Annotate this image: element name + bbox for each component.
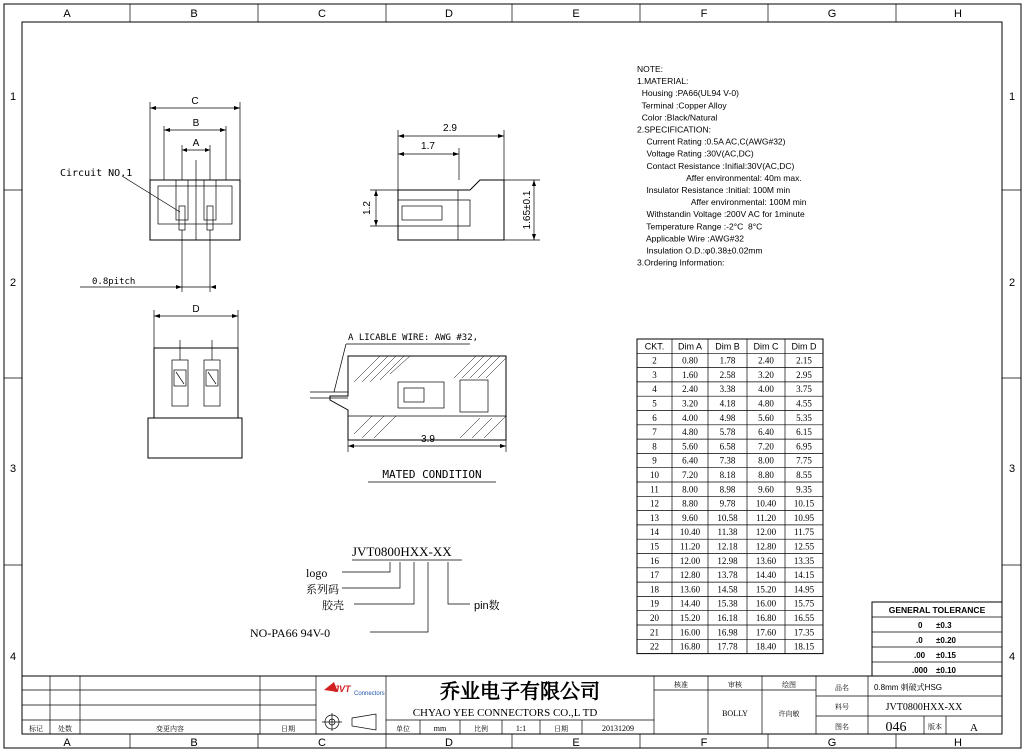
table-cell: 8.18 <box>719 470 736 480</box>
table-header: Dim D <box>791 341 817 352</box>
dim-c-label: C <box>191 96 199 107</box>
note-line: Current Rating :0.5A AC,C(AWG#32) <box>637 136 786 147</box>
table-cell: 16 <box>650 555 659 566</box>
table-cell: 2.58 <box>719 369 736 380</box>
table-cell: 14.40 <box>679 598 701 609</box>
row-label-left: 2 <box>9 277 17 289</box>
table-cell: 8.00 <box>682 484 698 495</box>
table-cell: 4.80 <box>758 398 774 409</box>
col-label-bottom: C <box>318 737 326 749</box>
col-label-bottom: B <box>190 737 198 749</box>
table-cell: 10.58 <box>717 512 738 523</box>
note-line: Terminal :Copper Alloy <box>637 100 727 111</box>
table-cell: 4.00 <box>682 412 698 423</box>
rev-label: 版本 <box>928 724 942 731</box>
dim-29-label: 2.9 <box>443 123 457 134</box>
projection-symbol <box>322 713 376 731</box>
review-label: 审核 <box>728 682 742 689</box>
table-cell: 11.75 <box>794 527 814 538</box>
table-cell: 15.38 <box>717 598 738 609</box>
table-cell: 5 <box>652 398 657 409</box>
table-cell: 18.15 <box>793 641 815 652</box>
table-cell: 10.95 <box>793 512 815 523</box>
brand-logo <box>324 682 385 697</box>
note-line: Voltage Rating :30V(AC,DC) <box>637 148 754 159</box>
table-cell: 4 <box>652 384 657 395</box>
product-name: 0.8mm 刺破式HSG <box>874 683 943 692</box>
row-label-left: 4 <box>9 651 17 663</box>
table-cell: 6 <box>652 412 657 423</box>
note-line: Color :Black/Natural <box>637 112 718 123</box>
table-cell: 13 <box>650 512 659 523</box>
note-line: Insulator Resistance :Initial: 100M min <box>637 185 791 195</box>
table-cell: 12.80 <box>755 541 777 552</box>
table-cell: 2.40 <box>682 384 698 395</box>
table-cell: 8.80 <box>682 498 698 509</box>
col-label-bottom: F <box>700 737 708 749</box>
table-cell: 5.60 <box>682 441 698 452</box>
part-number: JVT0800HXX-XX <box>352 544 452 559</box>
col-label-top: B <box>190 8 198 20</box>
drawdate-label: 日期 <box>554 726 568 733</box>
table-cell: 11.20 <box>680 541 700 552</box>
rev-mark-label: 标记 <box>29 726 43 733</box>
table-cell: 13.60 <box>679 584 701 595</box>
table-cell: 9.60 <box>682 512 698 523</box>
col-label-bottom: E <box>572 737 580 749</box>
table-cell: 16.00 <box>679 627 701 638</box>
table-cell: 9.60 <box>758 484 774 495</box>
table-cell: 14 <box>650 527 659 538</box>
row-label-right: 4 <box>1008 651 1016 663</box>
draw-label: 绘图 <box>782 682 796 689</box>
dim-17-label: 1.7 <box>421 141 435 152</box>
front-view <box>60 96 240 292</box>
table-cell: 5.35 <box>796 412 812 423</box>
table-cell: 10.15 <box>793 498 815 509</box>
table-cell: 14.15 <box>793 570 815 581</box>
col-label-top: D <box>445 8 453 20</box>
table-cell: 11.20 <box>756 512 776 523</box>
tol-key: 0 <box>918 621 923 630</box>
table-cell: 16.00 <box>755 598 777 609</box>
table-cell: 7.75 <box>796 455 812 466</box>
table-cell: 15.20 <box>755 584 777 595</box>
sheet-frame <box>4 4 1021 749</box>
table-cell: 19 <box>650 598 659 609</box>
rev-value: A <box>970 722 978 734</box>
table-cell: 4.98 <box>719 412 736 423</box>
dwg-number: 046 <box>885 720 907 735</box>
tol-val: ±0.3 <box>936 621 952 630</box>
row-label-right: 1 <box>1008 91 1016 103</box>
table-cell: 14.40 <box>755 570 777 581</box>
ordering-logo: logo <box>306 566 328 580</box>
tol-val: ±0.15 <box>936 651 956 660</box>
company-name-cn: 乔业电子有限公司 <box>440 681 600 703</box>
table-cell: 6.40 <box>758 427 774 438</box>
note-line: Affer environmental: 40m max. <box>637 172 802 183</box>
table-cell: 3 <box>652 369 657 380</box>
svg-text:Connectors: Connectors <box>354 691 385 697</box>
table-cell: 8.98 <box>719 484 736 495</box>
table-cell: 4.00 <box>758 384 774 395</box>
note-line: NOTE: <box>637 64 663 74</box>
rev-change-label: 变更内容 <box>156 726 184 733</box>
table-cell: 2.40 <box>758 355 774 366</box>
ordering-housing: 胶壳 <box>322 600 344 612</box>
note-line: 2.SPECIFICATION: <box>637 124 711 135</box>
table-cell: 12.55 <box>793 541 815 552</box>
tol-key: .00 <box>914 651 926 660</box>
note-line: Temperature Range :-2°C 8°C <box>637 221 763 232</box>
table-cell: 12.98 <box>717 555 738 566</box>
table-cell: 8.80 <box>758 470 774 480</box>
dim-d-label: D <box>192 304 200 315</box>
dwg-label: 图名 <box>835 724 849 731</box>
side-view <box>362 123 540 240</box>
tol-val: ±0.20 <box>936 636 956 645</box>
table-cell: 13.78 <box>717 570 738 581</box>
wire-label: A LICABLE WIRE: AWG #32, <box>348 333 479 343</box>
ordering-series: 系列码 <box>306 584 339 596</box>
table-cell: 4.80 <box>682 427 698 438</box>
pn-label: 料号 <box>835 704 849 711</box>
dim-a-label: A <box>192 138 200 149</box>
note-line: 1.MATERIAL: <box>637 76 689 87</box>
table-cell: 16.80 <box>755 613 777 623</box>
svg-text:JVT: JVT <box>334 684 351 694</box>
col-label-top: F <box>700 8 708 20</box>
table-cell: 22 <box>650 641 659 652</box>
table-cell: 8.00 <box>758 455 774 466</box>
tol-key: .0 <box>916 636 923 645</box>
table-cell: 5.78 <box>719 427 736 438</box>
col-label-top: H <box>954 8 962 20</box>
col-label-top: E <box>572 8 580 20</box>
tol-key: .000 <box>912 666 928 675</box>
company-name-en: CHYAO YEE CONNECTORS CO.,L TD <box>412 707 598 719</box>
table-cell: 7.20 <box>758 441 774 452</box>
table-cell: 8 <box>652 441 657 452</box>
table-cell: 17.35 <box>793 627 815 638</box>
notes-block <box>637 64 807 268</box>
table-cell: 2.15 <box>796 355 812 366</box>
table-cell: 7.20 <box>682 470 698 480</box>
check-label: 核准 <box>674 682 688 689</box>
table-cell: 4.55 <box>796 398 812 409</box>
table-cell: 15.20 <box>679 613 701 623</box>
table-cell: 16.18 <box>717 613 738 623</box>
scale-value: 1:1 <box>515 724 527 733</box>
table-cell: 17.60 <box>755 627 777 638</box>
bottom-view <box>148 304 242 458</box>
note-line: Insulation O.D.:φ0.38±0.02mm <box>637 245 763 256</box>
table-cell: 18 <box>650 584 659 595</box>
table-header: CKT. <box>644 341 665 352</box>
approver-name: 许向敏 <box>778 711 800 718</box>
rev-count-label: 处数 <box>58 726 72 733</box>
col-label-bottom: G <box>827 737 837 749</box>
mated-caption: MATED CONDITION <box>382 468 482 481</box>
ordering-material: NO-PA66 94V-0 <box>250 626 331 640</box>
row-label-right: 2 <box>1008 277 1016 289</box>
table-cell: 15.75 <box>793 598 815 609</box>
row-label-left: 3 <box>9 463 17 475</box>
table-cell: 6.95 <box>796 441 812 452</box>
table-cell: 12.80 <box>679 570 701 581</box>
table-cell: 2.95 <box>796 369 812 380</box>
table-cell: 15 <box>650 541 659 552</box>
table-cell: 18.40 <box>755 641 777 652</box>
table-cell: 1.78 <box>719 355 736 366</box>
title-block <box>22 676 1002 735</box>
table-cell: 4.18 <box>719 398 736 409</box>
table-cell: 12.00 <box>679 555 701 566</box>
table-cell: 5.60 <box>758 412 774 423</box>
table-header: Dim B <box>715 341 740 352</box>
drawdate-value: 20131209 <box>602 724 634 733</box>
tolerance-title: GENERAL TOLERANCE <box>888 605 986 615</box>
note-line: Applicable Wire :AWG#32 <box>637 233 744 244</box>
table-cell: 10.40 <box>679 527 701 538</box>
table-cell: 13.60 <box>755 555 777 566</box>
table-cell: 7.38 <box>719 455 736 466</box>
note-line: Contact Resistance :Inifial:30V(AC,DC) <box>637 160 795 171</box>
col-label-top: G <box>827 8 837 20</box>
table-cell: 3.20 <box>682 398 698 409</box>
table-cell: 9.35 <box>796 484 812 495</box>
part-number-tb: JVT0800HXX-XX <box>885 702 963 713</box>
col-label-top: C <box>318 8 326 20</box>
table-cell: 6.15 <box>796 427 812 438</box>
row-label-left: 1 <box>9 91 17 103</box>
table-cell: 6.40 <box>682 455 698 466</box>
table-cell: 10.40 <box>755 498 777 509</box>
table-cell: 14.58 <box>717 584 738 595</box>
table-cell: 1.60 <box>682 369 698 380</box>
col-label-bottom: A <box>63 737 71 749</box>
table-cell: 3.38 <box>719 384 736 395</box>
table-cell: 11.38 <box>717 527 738 538</box>
table-cell: 16.98 <box>717 627 738 638</box>
table-cell: 6.58 <box>719 441 736 452</box>
table-cell: 8.55 <box>796 470 812 480</box>
col-label-bottom: D <box>445 737 453 749</box>
ordering-info <box>250 544 500 640</box>
note-line: Withstandin Voltage :200V AC for 1minute <box>637 209 805 220</box>
table-cell: 13.35 <box>793 555 815 566</box>
table-cell: 20 <box>650 613 659 623</box>
name-label: 品名 <box>835 685 849 692</box>
table-cell: 9 <box>652 455 657 466</box>
table-cell: 0.80 <box>682 355 698 366</box>
table-cell: 12.00 <box>755 527 777 538</box>
unit-value: mm <box>433 724 447 733</box>
table-cell: 10 <box>650 470 659 480</box>
table-cell: 17.78 <box>717 641 738 652</box>
table-cell: 11 <box>650 484 659 495</box>
note-line: Housing :PA66(UL94 V-0) <box>637 88 739 99</box>
table-cell: 3.75 <box>796 384 812 395</box>
table-header: Dim A <box>677 341 703 352</box>
col-label-top: A <box>63 8 71 20</box>
note-line: 3.Ordering Information: <box>637 257 725 268</box>
table-cell: 7 <box>652 427 657 438</box>
table-cell: 21 <box>650 627 659 638</box>
tol-val: ±0.10 <box>936 666 956 675</box>
drawer-name: BOLLY <box>722 709 748 718</box>
table-cell: 12.18 <box>717 541 738 552</box>
rev-date-label: 日期 <box>281 726 295 733</box>
scale-label: 比例 <box>474 726 488 733</box>
dim-12-label: 1.2 <box>362 201 373 215</box>
table-cell: 17 <box>650 570 659 581</box>
circuit-label: Circuit NO.1 <box>60 168 133 179</box>
table-cell: 2 <box>652 355 657 366</box>
ordering-pin: pin数 <box>474 600 500 612</box>
row-label-right: 3 <box>1008 463 1016 475</box>
dim-165-label: 1.65±0.1 <box>522 190 533 230</box>
pitch-label: 0.8pitch <box>92 277 136 287</box>
table-cell: 12 <box>650 498 659 509</box>
dim-39-label: 3.9 <box>421 434 435 445</box>
dimension-table <box>637 339 823 654</box>
table-cell: 3.20 <box>758 369 774 380</box>
note-line: Affer environmental: 100M min <box>637 197 807 208</box>
table-cell: 16.55 <box>793 613 815 623</box>
tolerance-box <box>872 602 1002 676</box>
table-cell: 9.78 <box>719 498 736 509</box>
table-header: Dim C <box>753 341 779 352</box>
table-cell: 14.95 <box>793 584 815 595</box>
mated-view <box>310 333 506 482</box>
table-cell: 16.80 <box>679 641 701 652</box>
dim-b-label: B <box>192 118 200 129</box>
col-label-bottom: H <box>954 737 962 749</box>
unit-label: 单位 <box>396 726 410 733</box>
